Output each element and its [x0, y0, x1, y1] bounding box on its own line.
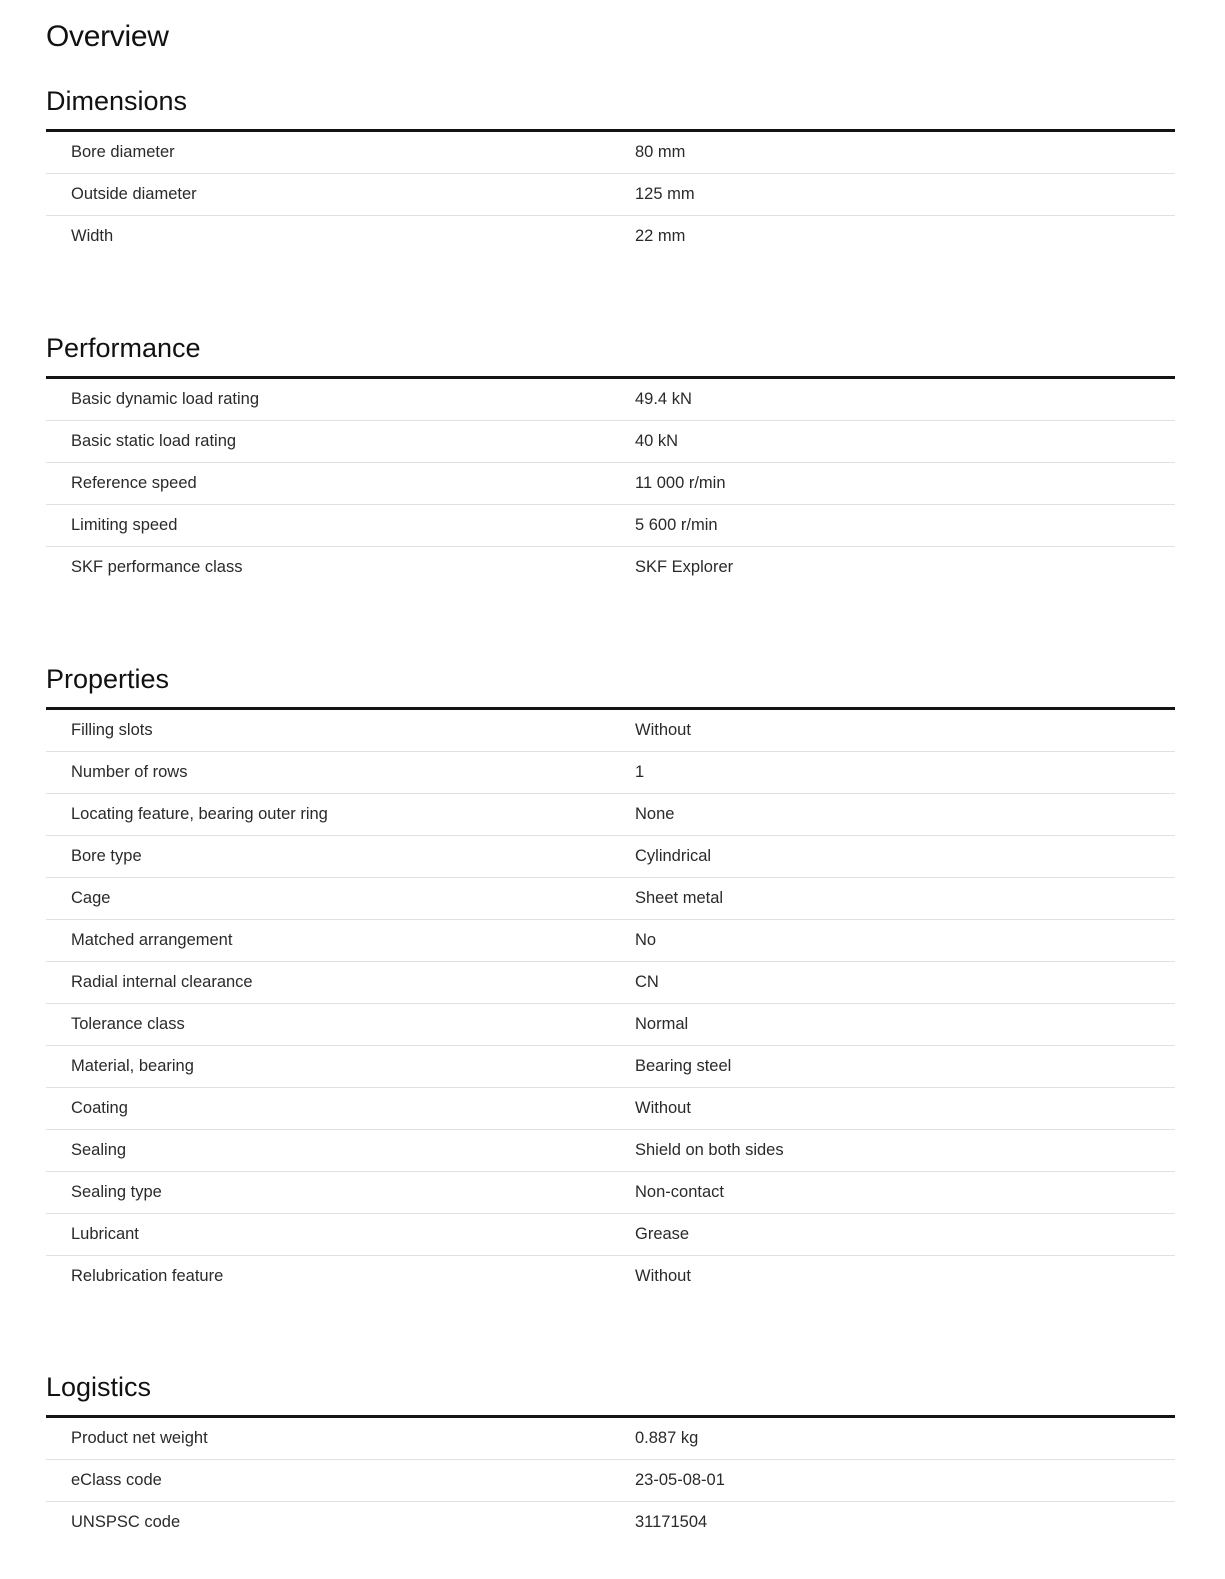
spec-value: CN [635, 973, 659, 991]
table-row [46, 505, 1175, 547]
spec-label: Basic static load rating [71, 432, 237, 450]
spec-label: eClass code [71, 1471, 162, 1489]
spec-label: Sealing type [71, 1183, 162, 1201]
section-title: Dimensions [46, 86, 188, 116]
spec-label: Basic dynamic load rating [71, 390, 260, 408]
spec-value: Without [635, 721, 691, 739]
spec-label: Relubrication feature [71, 1267, 224, 1285]
spec-label: Reference speed [71, 474, 197, 492]
spec-label: Cage [71, 889, 111, 907]
table-row [46, 752, 1175, 794]
spec-value: 49.4 kN [635, 390, 692, 408]
spec-value: Shield on both sides [635, 1141, 784, 1159]
spec-value: 1 [635, 763, 645, 781]
table-row [46, 216, 1175, 257]
spec-value: 5 600 r/min [635, 516, 718, 534]
spec-label: Bore diameter [71, 143, 175, 161]
spec-value: 0.887 kg [635, 1429, 699, 1447]
spec-value: Without [635, 1267, 691, 1285]
table-row [46, 962, 1175, 1004]
table-row [46, 132, 1175, 174]
spec-value: Without [635, 1099, 691, 1117]
spec-label: Radial internal clearance [71, 973, 253, 991]
spec-label: Tolerance class [71, 1015, 185, 1033]
section-title: Performance [46, 333, 201, 363]
table-row [46, 1004, 1175, 1046]
table-row [46, 710, 1175, 752]
table-row [46, 421, 1175, 463]
spec-value: 80 mm [635, 143, 686, 161]
spec-table [46, 710, 1175, 1297]
spec-value: 23-05-08-01 [635, 1471, 725, 1489]
spec-label: Width [71, 227, 114, 245]
spec-label: Bore type [71, 847, 142, 865]
table-row [46, 1130, 1175, 1172]
table-row [46, 920, 1175, 962]
table-row [46, 1502, 1175, 1543]
spec-value: Non-contact [635, 1183, 724, 1201]
spec-label: Material, bearing [71, 1057, 194, 1075]
table-row [46, 1172, 1175, 1214]
spec-label: SKF performance class [71, 558, 243, 576]
table-row [46, 1088, 1175, 1130]
table-row [46, 1046, 1175, 1088]
spec-value: 125 mm [635, 185, 695, 203]
table-row [46, 836, 1175, 878]
table-row [46, 1256, 1175, 1297]
spec-value: Cylindrical [635, 847, 712, 865]
spec-value: SKF Explorer [635, 558, 734, 576]
page-title: Overview [46, 20, 169, 53]
spec-label: Product net weight [71, 1429, 208, 1447]
spec-label: Limiting speed [71, 516, 178, 534]
spec-value: 31171504 [635, 1513, 708, 1531]
spec-value: None [635, 805, 675, 823]
spec-table [46, 1418, 1175, 1543]
section-logistics [46, 1365, 1175, 1543]
spec-value: 22 mm [635, 227, 686, 245]
spec-label: Locating feature, bearing outer ring [71, 805, 328, 823]
spec-value: No [635, 931, 657, 949]
spec-label: Lubricant [71, 1225, 139, 1243]
section-properties [46, 657, 1175, 1297]
spec-value: 40 kN [635, 432, 679, 450]
spec-value: 11 000 r/min [635, 474, 726, 492]
spec-label: Outside diameter [71, 185, 197, 203]
table-row [46, 379, 1175, 421]
spec-value: Bearing steel [635, 1057, 732, 1075]
spec-value: Sheet metal [635, 889, 724, 907]
spec-label: UNSPSC code [71, 1513, 181, 1531]
table-row [46, 878, 1175, 920]
table-row [46, 1460, 1175, 1502]
section-title: Logistics [46, 1372, 152, 1402]
spec-table [46, 379, 1175, 588]
spec-label: Coating [71, 1099, 128, 1117]
section-performance [46, 326, 1175, 588]
spec-table [46, 132, 1175, 257]
spec-value: Normal [635, 1015, 689, 1033]
spec-label: Matched arrangement [71, 931, 233, 949]
table-row [46, 794, 1175, 836]
table-row [46, 174, 1175, 216]
table-row [46, 463, 1175, 505]
section-dimensions [46, 79, 1175, 257]
spec-label: Sealing [71, 1141, 127, 1159]
spec-value: Grease [635, 1225, 690, 1243]
table-row [46, 547, 1175, 588]
section-title: Properties [46, 664, 170, 694]
table-row [46, 1214, 1175, 1256]
spec-label: Filling slots [71, 721, 153, 739]
spec-label: Number of rows [71, 763, 188, 781]
table-row [46, 1418, 1175, 1460]
